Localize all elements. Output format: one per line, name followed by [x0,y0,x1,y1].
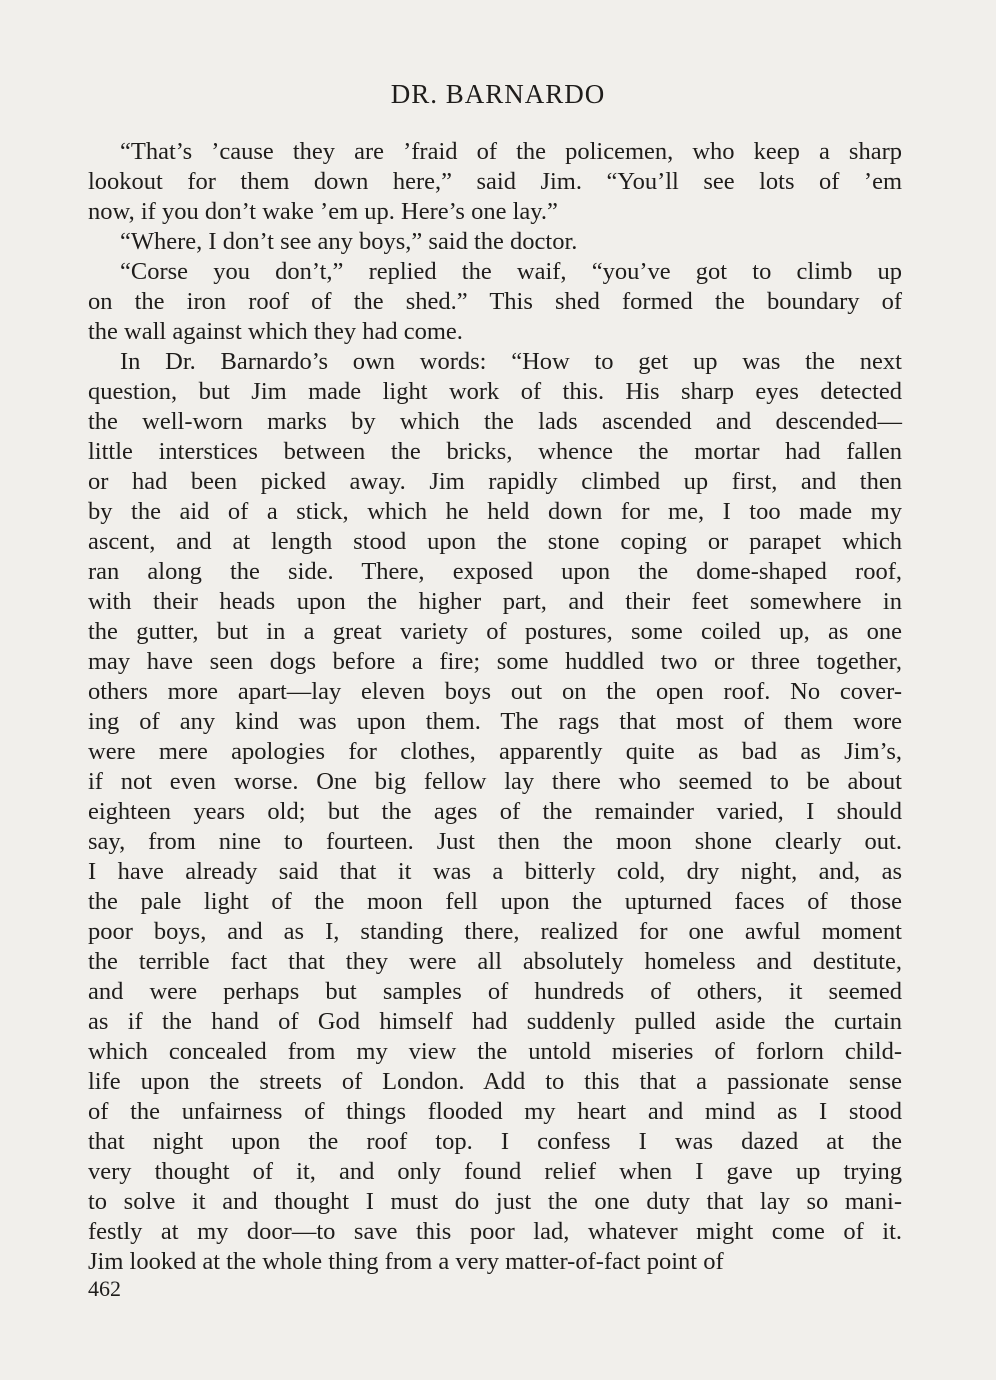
text-line: question, but Jim made light work of this. His sharp eyes detected [88,378,902,405]
text-line: that night upon the roof top. I confess I was dazed at the [88,1128,902,1155]
text-line: the well-worn marks by which the lads ascended and descended— [88,408,902,435]
text-line: “Where, I don’t see any boys,” said the doctor. [120,228,578,255]
text-line: others more apart—lay eleven boys out on the open roof. No cover- [88,678,902,705]
text-line: the gutter, but in a great variety of postures, some coiled up, as one [88,618,902,645]
text-line: ing of any kind was upon them. The rags that most of them wore [88,708,902,735]
text-line: the wall against which they had come. [88,318,463,345]
text-line: as if the hand of God himself had suddenly pulled aside the curtain [88,1008,902,1035]
text-line: lookout for them down here,” said Jim. “You’ll see lots of ’em [88,168,902,195]
text-line: which concealed from my view the untold miseries of forlorn child- [88,1038,902,1065]
body-text [88,137,902,1277]
text-line: and were perhaps but samples of hundreds of others, it seemed [88,978,902,1005]
text-line: with their heads upon the higher part, and their feet somewhere in [88,588,902,615]
text-line: may have seen dogs before a fire; some huddled two or three together, [88,648,902,675]
running-head: DR. BARNARDO [390,79,606,109]
text-line: life upon the streets of London. Add to this that a passionate sense [88,1068,902,1095]
paragraph [88,227,902,257]
text-line: eighteen years old; but the ages of the remainder varied, I should [88,798,902,825]
text-line: the pale light of the moon fell upon the upturned faces of those [88,888,902,915]
paragraph [88,137,902,227]
text-line: of the unfairness of things flooded my heart and mind as I stood [88,1098,902,1125]
text-line: now, if you don’t wake ’em up. Here’s one lay.” [88,198,558,225]
text-line: the terrible fact that they were all absolutely homeless and destitute, [88,948,902,975]
text-line: ascent, and at length stood upon the stone coping or parapet which [88,528,902,555]
text-line: In Dr. Barnardo’s own words: “How to get up was the next [120,348,902,375]
text-line: ran along the side. There, exposed upon the dome-shaped roof, [88,558,902,585]
text-line: Jim looked at the whole thing from a very matter-of-fact point of [88,1248,724,1275]
page-number: 462 [88,1276,121,1301]
text-line: very thought of it, and only found relief when I gave up trying [88,1158,902,1185]
text-line: I have already said that it was a bitterly cold, dry night, and, as [88,858,902,885]
text-line: poor boys, and as I, standing there, realized for one awful moment [88,918,902,945]
text-line: were mere apologies for clothes, apparently quite as bad as Jim’s, [88,738,902,765]
text-line: “Corse you don’t,” replied the waif, “you’ve got to climb up [120,258,902,285]
text-line: say, from nine to fourteen. Just then the moon shone clearly out. [88,828,902,855]
text-line: “That’s ’cause they are ’fraid of the policemen, who keep a sharp [120,138,902,165]
text-line: to solve it and thought I must do just the one duty that lay so mani- [88,1188,902,1215]
text-line: by the aid of a stick, which he held down for me, I too made my [88,498,902,525]
text-line: on the iron roof of the shed.” This shed formed the boundary of [88,288,902,315]
text-line: if not even worse. One big fellow lay there who seemed to be about [88,768,902,795]
text-line: little interstices between the bricks, whence the mortar had fallen [88,438,902,465]
paragraph [88,257,902,347]
text-line: festly at my door—to save this poor lad, whatever might come of it. [88,1218,902,1245]
text-line: or had been picked away. Jim rapidly climbed up first, and then [88,468,902,495]
paragraph [88,347,902,1277]
